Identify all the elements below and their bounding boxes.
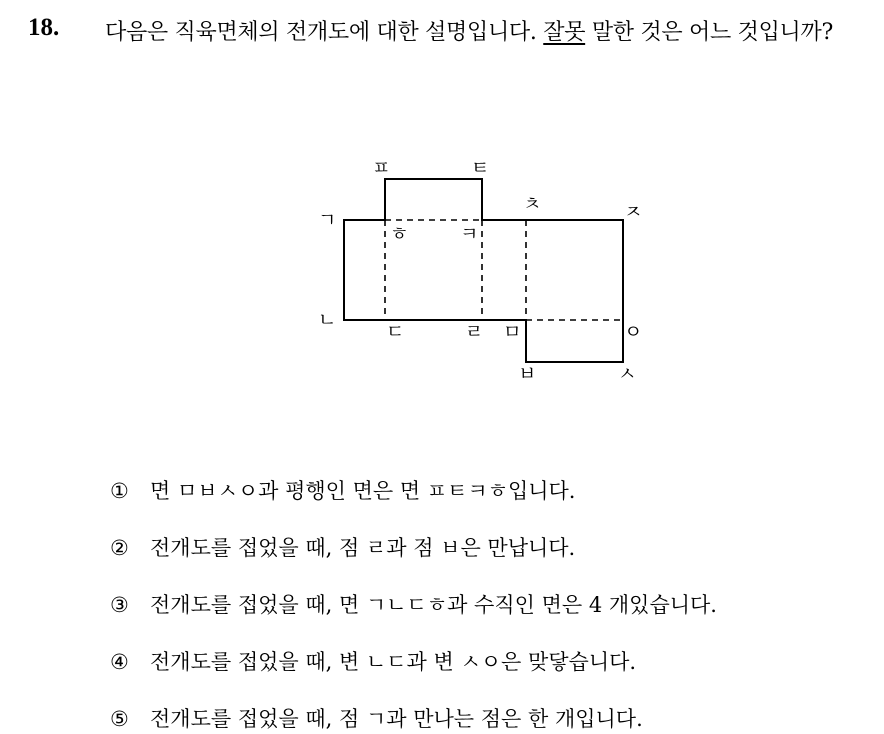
- vertex-label-s: ㅅ: [618, 363, 637, 385]
- answer-choice-3[interactable]: [110, 590, 717, 620]
- choice-mark-1: ①: [110, 479, 129, 503]
- answer-choice-2[interactable]: [110, 533, 575, 563]
- answer-choice-4[interactable]: [110, 647, 636, 677]
- question-text: [105, 12, 875, 54]
- vertex-label-ch: ㅊ: [523, 193, 542, 215]
- question-underlined-word: 잘못: [543, 20, 586, 45]
- net-diagram-drawing: [300, 150, 660, 390]
- vertex-label-g: ㄱ: [318, 209, 337, 231]
- question-text-part-2: 말한 것은 어느 것입니까?: [585, 20, 833, 45]
- net-diagram: [300, 150, 660, 390]
- vertex-label-n: ㄴ: [318, 309, 337, 331]
- vertex-label-t: ㅌ: [471, 157, 490, 179]
- choice-text-2: 전개도를 접었을 때, 점 ㄹ과 점 ㅂ은 만납니다.: [150, 536, 576, 560]
- vertex-label-p: ㅍ: [372, 157, 391, 179]
- choice-mark-4: ④: [110, 650, 129, 674]
- vertex-label-h: ㅎ: [390, 223, 409, 245]
- choice-text-4: 전개도를 접었을 때, 변 ㄴㄷ과 변 ㅅㅇ은 맞닿습니다.: [150, 650, 637, 674]
- choice-text-3: 전개도를 접었을 때, 면 ㄱㄴㄷㅎ과 수직인 면은 4 개있습니다.: [150, 593, 717, 617]
- question-number: 18.: [28, 14, 60, 41]
- vertex-label-k: ㅋ: [460, 223, 479, 245]
- choice-mark-3: ③: [110, 593, 129, 617]
- answer-choice-1[interactable]: [110, 476, 575, 506]
- vertex-label-b: ㅂ: [518, 363, 537, 385]
- choice-mark-2: ②: [110, 536, 129, 560]
- vertex-label-m: ㅁ: [503, 321, 522, 343]
- vertex-label-r: ㄹ: [465, 321, 484, 343]
- vertex-label-o: ㅇ: [624, 321, 643, 343]
- choice-text-1: 면 ㅁㅂㅅㅇ과 평행인 면은 면 ㅍㅌㅋㅎ입니다.: [150, 479, 576, 503]
- choice-text-5: 전개도를 접었을 때, 점 ㄱ과 만나는 점은 한 개입니다.: [150, 707, 643, 731]
- vertex-label-j: ㅈ: [624, 201, 643, 223]
- vertex-label-d: ㄷ: [386, 321, 405, 343]
- choice-mark-5: ⑤: [110, 707, 129, 731]
- answer-choice-5[interactable]: [110, 704, 643, 734]
- question-text-part-1: 다음은 직육면체의 전개도에 대한 설명입니다.: [105, 20, 544, 45]
